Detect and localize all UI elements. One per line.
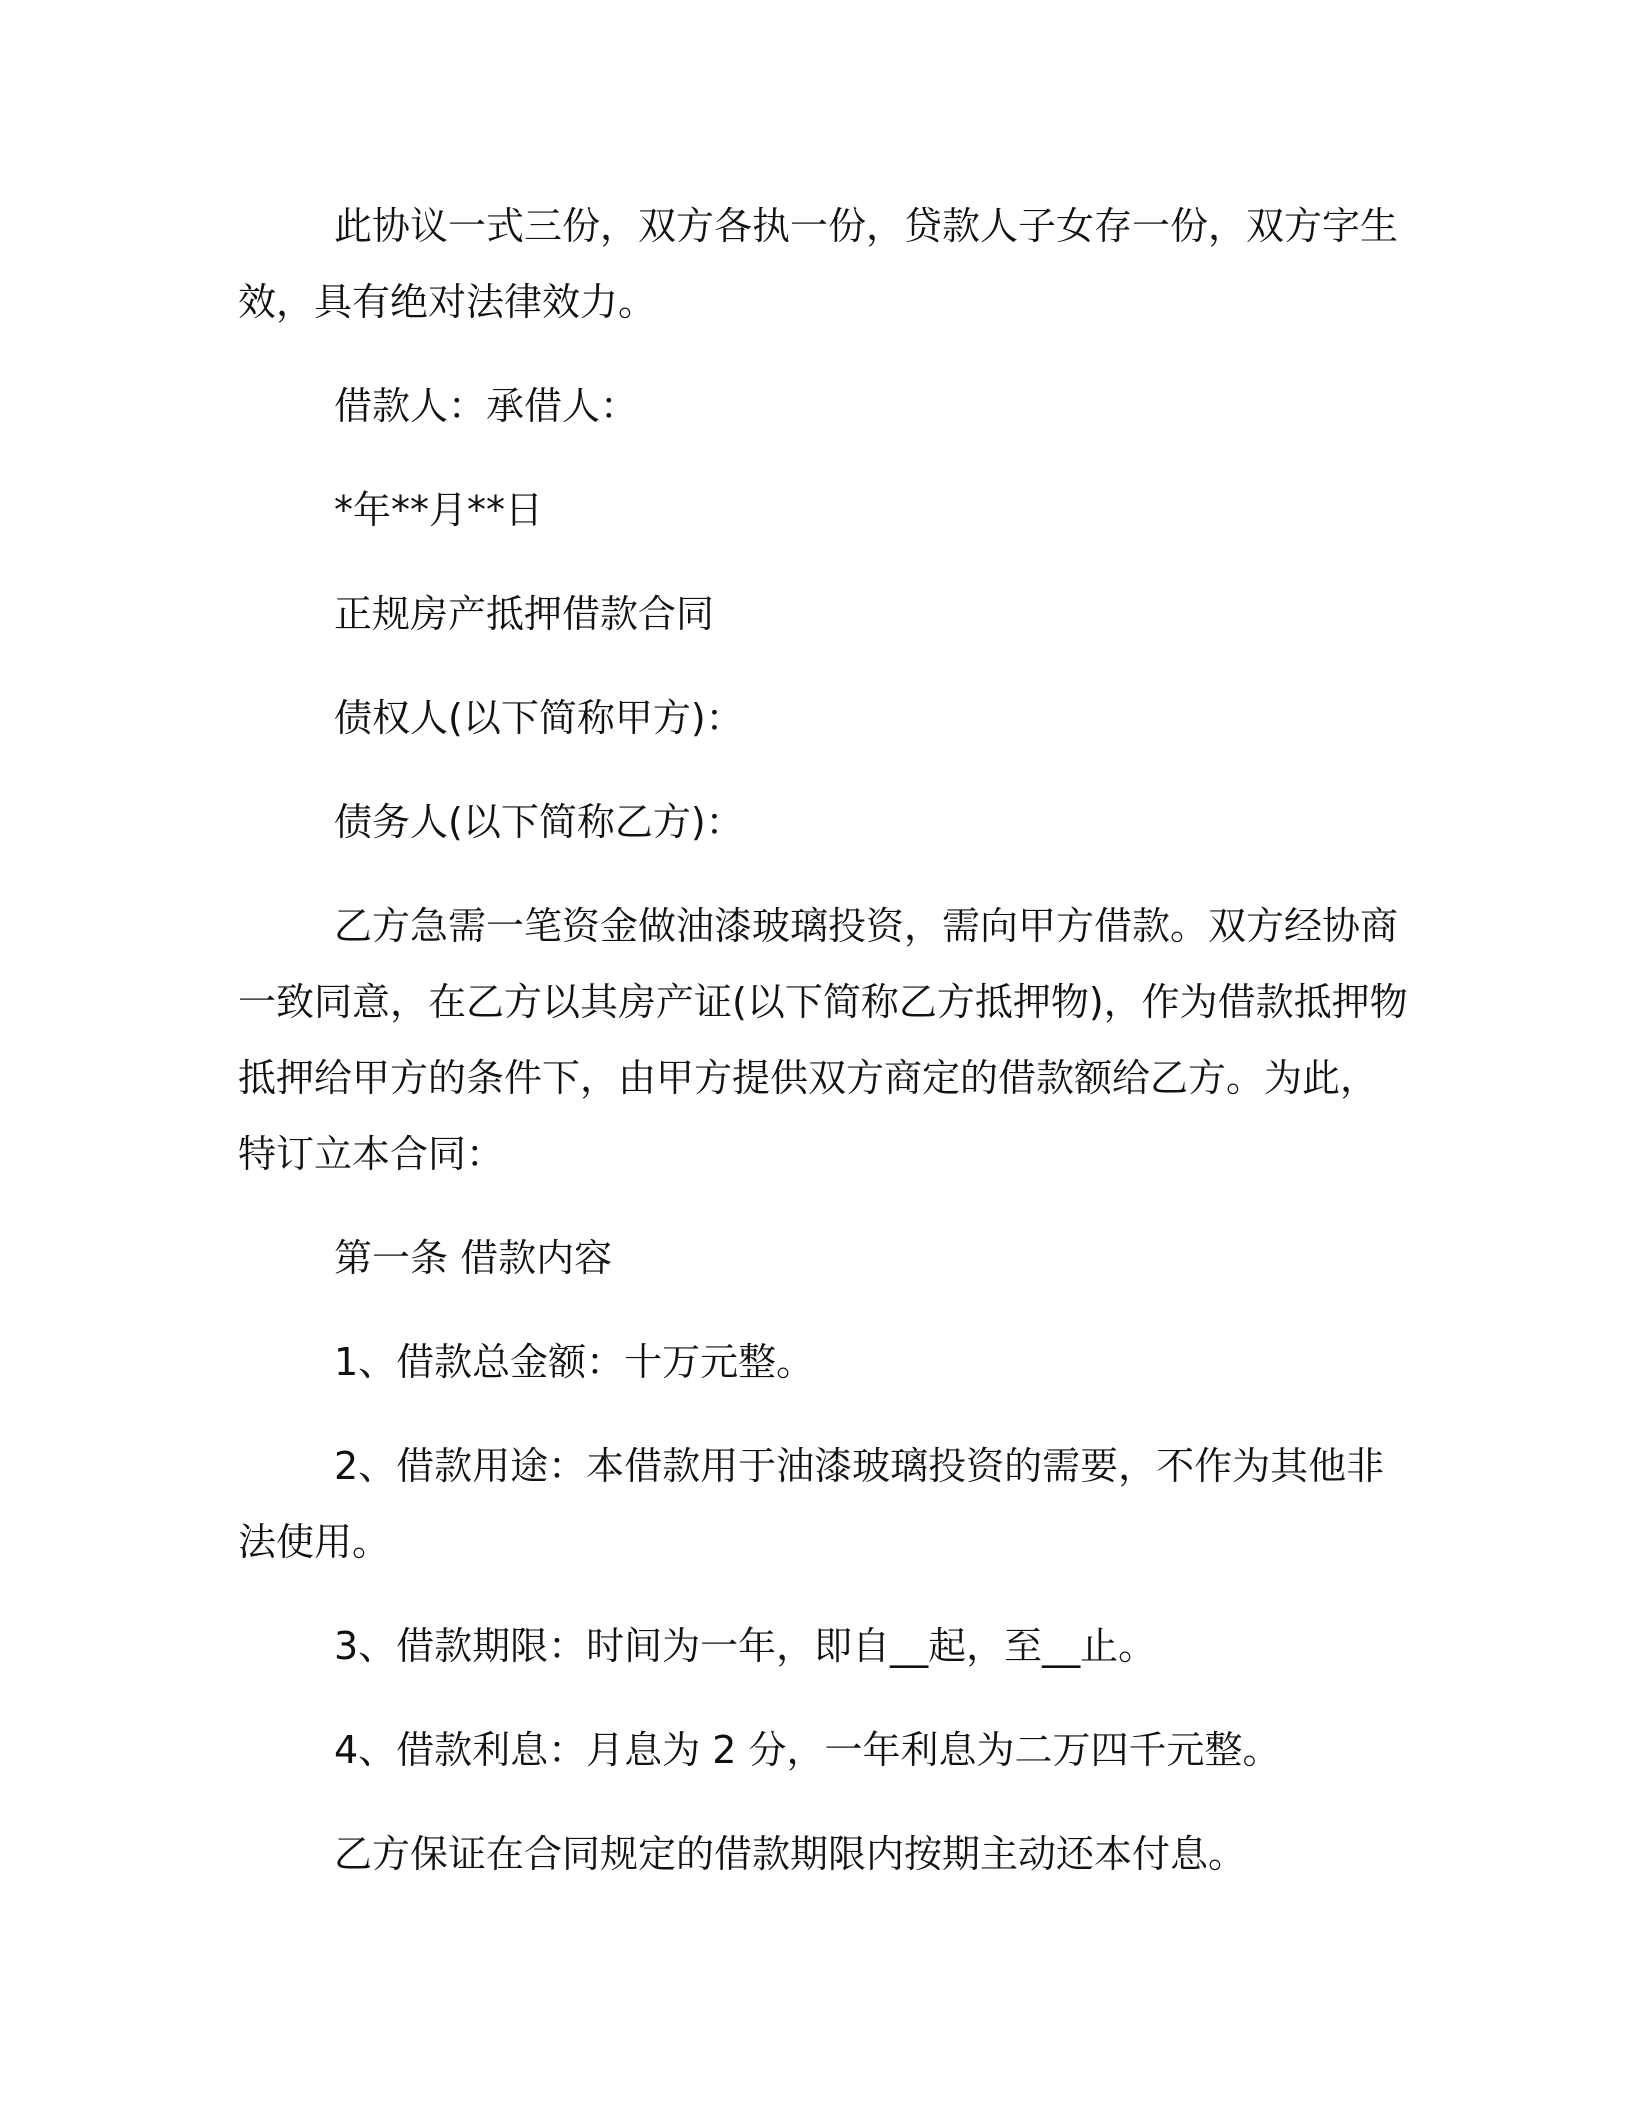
paragraph-repayment-guarantee [238, 1816, 1373, 1892]
text-line: *年**月**日 [334, 488, 544, 532]
text-line: 法使用。 [238, 1520, 391, 1564]
paragraph-date [238, 472, 1373, 548]
paragraph-creditor [238, 680, 1373, 756]
text-line: 此协议一式三份，双方各执一份，贷款人子女存一份，双方字生 [334, 204, 1399, 248]
text-line: 正规房产抵押借款合同 [334, 592, 715, 636]
text-line: 债务人(以下简称乙方)： [334, 800, 744, 844]
paragraph-signatories [238, 368, 1373, 444]
text-line: 乙方保证在合同规定的借款期限内按期主动还本付息。 [334, 1832, 1247, 1876]
text-line: 一致同意，在乙方以其房产证(以下简称乙方抵押物)，作为借款抵押物 [238, 980, 1408, 1024]
clause-loan-purpose [238, 1428, 1385, 1580]
clause-loan-amount [238, 1324, 1373, 1400]
text-line: 2、借款用途：本借款用于油漆玻璃投资的需要，不作为其他非 [334, 1444, 1385, 1488]
paragraph-preamble [238, 888, 1408, 1192]
article-one-heading [238, 1220, 1373, 1296]
clause-loan-interest [238, 1712, 1373, 1788]
text-line: 债权人(以下简称甲方)： [334, 696, 744, 740]
document-body [238, 188, 1408, 1892]
contract-title [238, 576, 1373, 652]
clause-loan-term [238, 1608, 1373, 1684]
text-line: 借款人：承借人： [334, 384, 639, 428]
text-line: 乙方急需一笔资金做油漆玻璃投资，需向甲方借款。双方经协商 [334, 904, 1399, 948]
text-line: 特订立本合同： [238, 1132, 505, 1176]
text-line: 4、借款利息：月息为 2 分，一年利息为二万四千元整。 [334, 1728, 1281, 1772]
text-line: 第一条 借款内容 [334, 1236, 613, 1280]
text-line: 3、借款期限：时间为一年，即自__起，至__止。 [334, 1624, 1157, 1668]
paragraph-debtor [238, 784, 1373, 860]
paragraph-agreement-copies [238, 188, 1399, 340]
text-line: 1、借款总金额：十万元整。 [334, 1340, 815, 1384]
text-line: 效，具有绝对法律效力。 [238, 280, 657, 324]
text-line: 抵押给甲方的条件下，由甲方提供双方商定的借款额给乙方。为此， [238, 1056, 1379, 1100]
